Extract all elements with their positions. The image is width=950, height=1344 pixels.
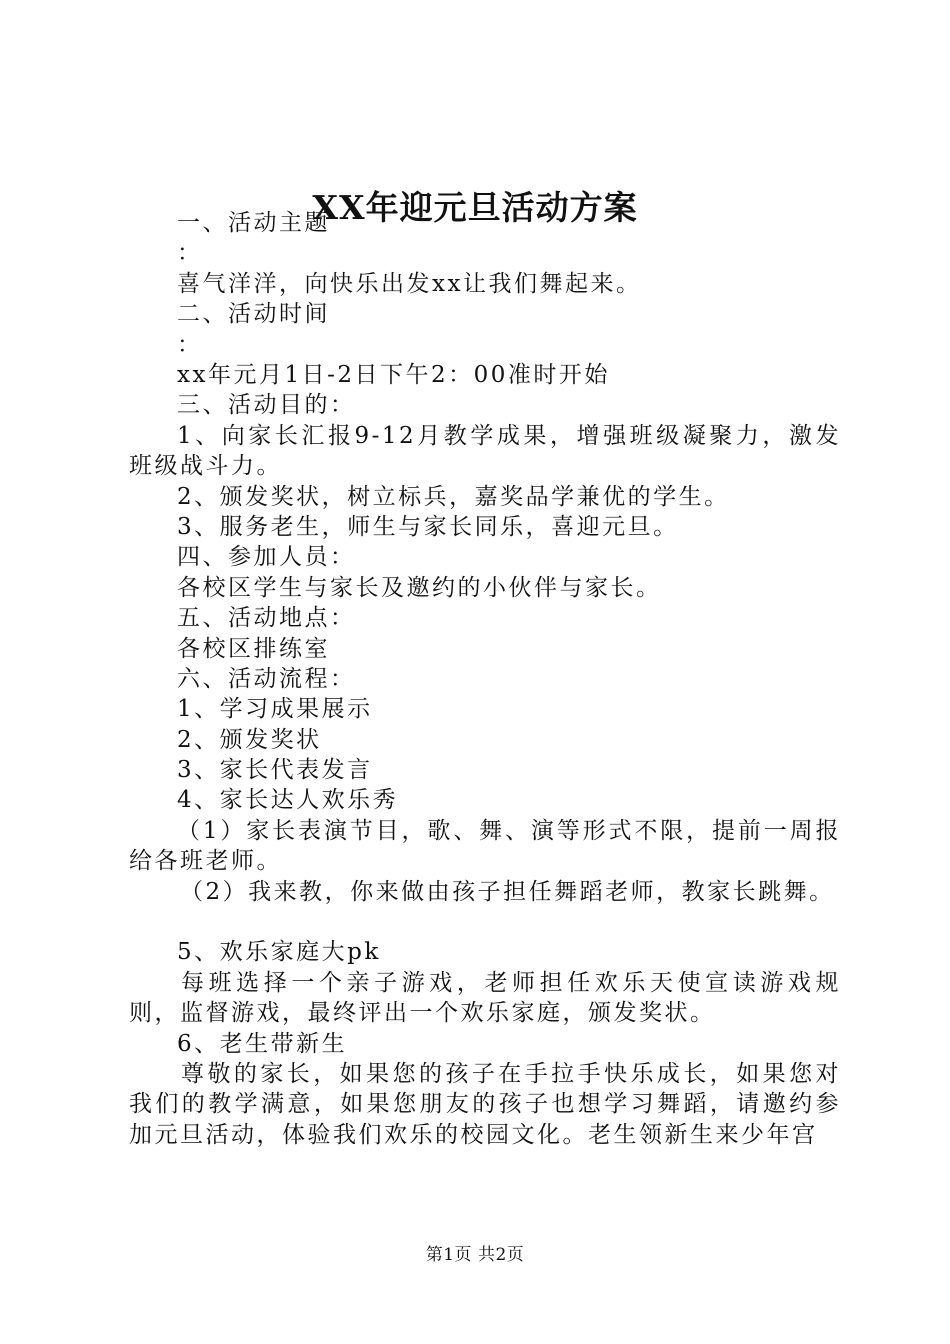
section-heading-location: 五、活动地点： xyxy=(177,605,356,632)
blank-line xyxy=(129,907,841,937)
colon-line: ： xyxy=(177,240,203,267)
purpose-item-1: 1、向家长汇报9-12月教学成果，增强班级凝聚力，激发班级战斗力。 xyxy=(129,422,841,480)
page-number: 第1页 共2页 xyxy=(425,1245,525,1265)
process-item-6: 6、老生带新生 xyxy=(177,1030,348,1057)
section-heading-theme: 一、活动主题 xyxy=(177,210,330,236)
section-heading-process: 六、活动流程： xyxy=(177,665,356,692)
process-item-6-text: 尊敬的家长，如果您的孩子在手拉手快乐成长，如果您对我们的教学满意，如果您朋友的孩子也想学习舞蹈，请邀约参加元旦活动，体验我们欢乐的校园文化。老生领新生来少年宫 xyxy=(129,1061,841,1148)
colon-line: ： xyxy=(177,331,203,358)
process-item-3: 3、家长代表发言 xyxy=(177,757,373,784)
document-body xyxy=(129,208,841,1150)
process-item-1: 1、学习成果展示 xyxy=(177,696,373,723)
section-heading-purpose: 三、活动目的： xyxy=(177,392,356,419)
section-heading-participants: 四、参加人员： xyxy=(177,544,356,571)
process-item-2: 2、颁发奖状 xyxy=(177,726,322,753)
process-item-5: 5、欢乐家庭大pk xyxy=(177,939,381,966)
process-item-4: 4、家长达人欢乐秀 xyxy=(177,787,399,814)
process-item-5-text: 每班选择一个亲子游戏，老师担任欢乐天使宣读游戏规则，监督游戏，最终评出一个欢乐家庭，颁发奖状。 xyxy=(129,969,841,1027)
participants-text: 各校区学生与家长及邀约的小伙伴与家长。 xyxy=(177,574,662,601)
section-heading-time: 二、活动时间 xyxy=(177,301,330,328)
location-text: 各校区排练室 xyxy=(177,635,330,662)
time-text: xx年元月1日-2日下午2：00准时开始 xyxy=(177,361,610,388)
purpose-item-3: 3、服务老生，师生与家长同乐，喜迎元旦。 xyxy=(177,513,679,540)
process-sub-item-1: （1）家长表演节目，歌、舞、演等形式不限，提前一周报给各班老师。 xyxy=(129,817,841,875)
process-sub-item-2: （2）我来教，你来做由孩子担任舞蹈老师，教家长跳舞。 xyxy=(180,878,835,905)
document-title: XX年迎元旦活动方案 xyxy=(312,188,638,227)
purpose-item-2: 2、颁发奖状，树立标兵，嘉奖品学兼优的学生。 xyxy=(177,483,730,510)
theme-text: 喜气洋洋，向快乐出发xx让我们舞起来。 xyxy=(177,270,642,297)
